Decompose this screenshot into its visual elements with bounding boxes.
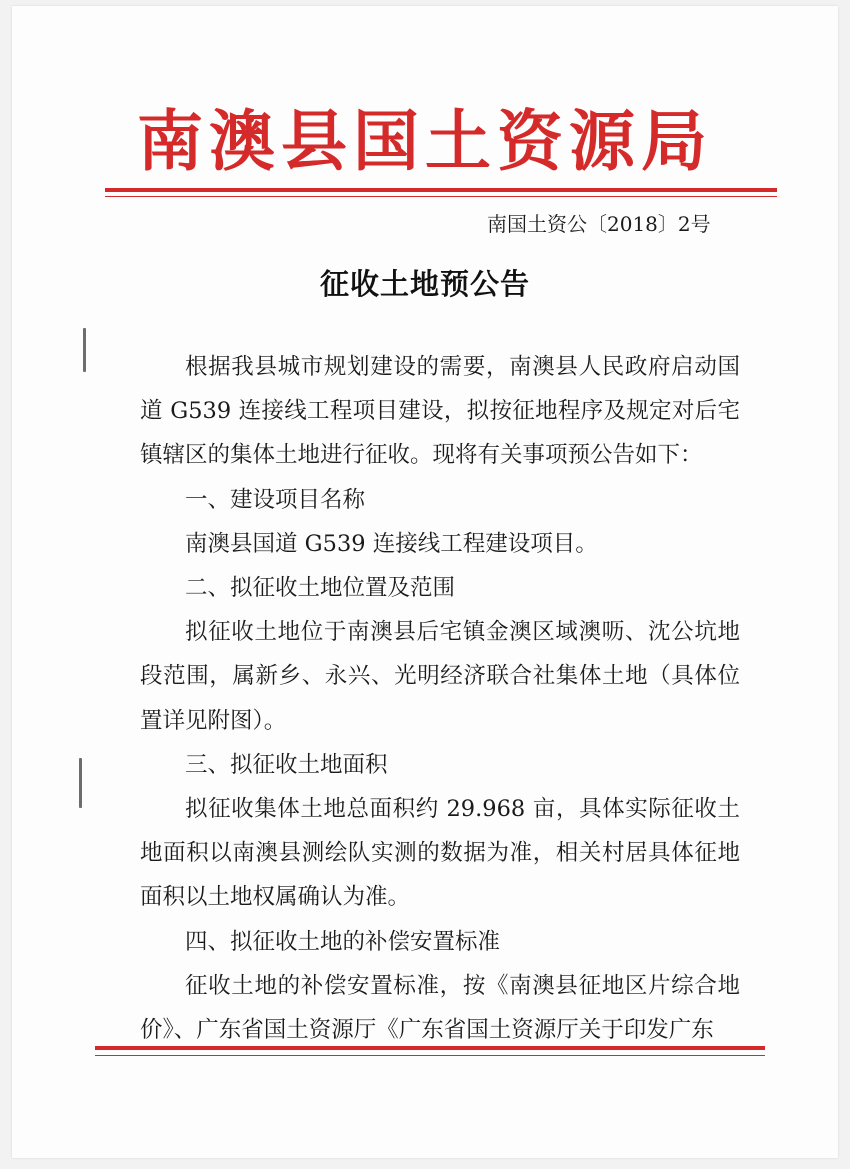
section-1-text: 南澳县国道 G539 连接线工程建设项目。 (185, 530, 598, 557)
section-2-text: 拟征收土地位于南澳县后宅镇金澳区域澳呖、沈公坑地段范围，属新乡、永兴、光明经济联合社集体土地（具体位置详见附图）。 (140, 619, 740, 734)
header-rule-thick (105, 188, 777, 192)
agency-header: 南澳县国土资源局 (137, 102, 713, 180)
section-2-heading: 二、拟征收土地位置及范围 (185, 575, 456, 602)
staple (79, 758, 82, 808)
staple (83, 328, 86, 372)
section-4-heading: 四、拟征收土地的补偿安置标准 (185, 928, 501, 955)
document-body (140, 345, 740, 1052)
document-number: 南国土资公〔2018〕2号 (487, 212, 711, 236)
footer-rule-thin (95, 1055, 765, 1056)
document-title: 征收土地预公告 (319, 267, 530, 301)
header-rule-thin (105, 196, 777, 197)
section-1-heading: 一、建设项目名称 (185, 486, 366, 513)
section-3-text: 拟征收集体土地总面积约 29.968 亩，具体实际征收土地面积以南澳县测绘队实测的数据为准，相关村居具体征地面积以土地权属确认为准。 (140, 796, 740, 911)
footer-rule-thick (95, 1046, 765, 1050)
section-3-heading: 三、拟征收土地面积 (185, 751, 388, 778)
intro-paragraph: 根据我县城市规划建设的需要，南澳县人民政府启动国道 G539 连接线工程项目建设，拟按征地程序及规定对后宅镇辖区的集体土地进行征收。现将有关事项预公告如下： (140, 354, 740, 469)
section-4-text: 征收土地的补偿安置标准，按《南澳县征地区片综合地价》、广东省国土资源厅《广东省国土资源厅关于印发广东 (140, 972, 740, 1044)
